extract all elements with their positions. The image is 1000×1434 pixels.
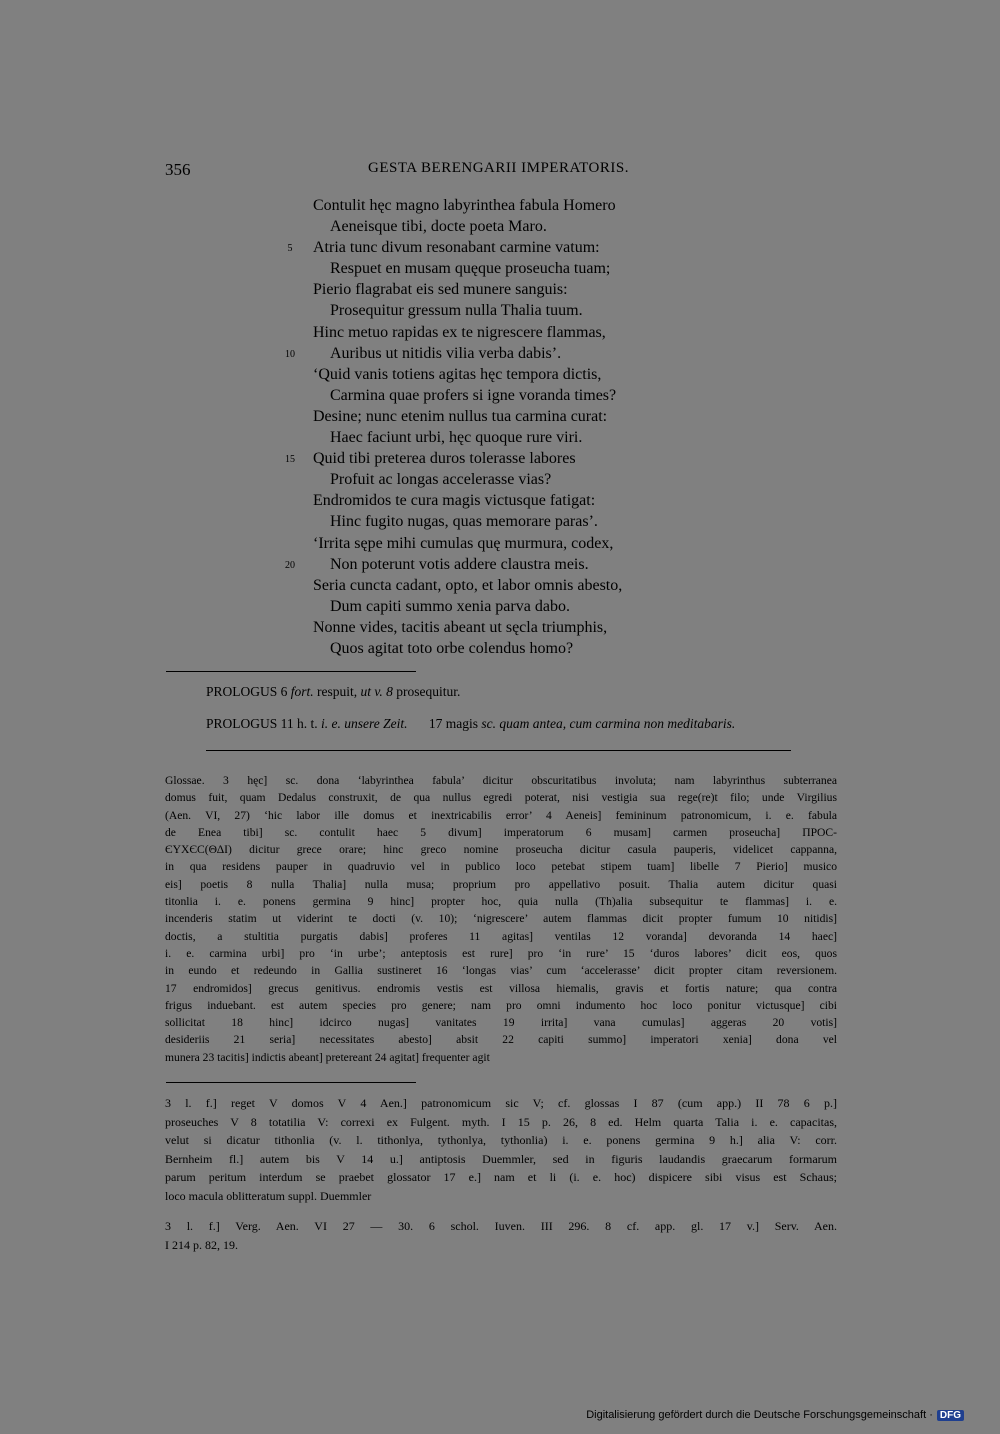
verse-line — [283, 575, 743, 596]
glossae-line: titonlia i. e. ponens germina 9 hinc] propter hoc, quia nulla (Th)alia subsequitur te flammas] i. e. — [165, 895, 837, 909]
glossae-line: incenderis statim ut viderint te docti (v. 10); ‘nigrescere’ autem flammas dicit propter fumum 10 nitidis] — [165, 912, 837, 926]
glossae-line: de Enea tibi] sc. contulit haec 5 divum] imperatorum 6 musam] carmen proseucha] ΠΡΟC- — [165, 825, 837, 839]
source-apparatus — [165, 1217, 837, 1254]
verse-line — [283, 343, 743, 364]
verse-text: Hinc metuo rapidas ex te nigrescere flammas, — [313, 323, 606, 341]
glossae-block — [165, 772, 837, 1066]
glossae-line: sollicitat 18 hinc] idcirco nugas] vanitates 19 irrita] vana cumulas] aggeras 20 votis] — [165, 1016, 837, 1030]
line-number: 15 — [285, 454, 295, 466]
poem-text — [283, 195, 743, 659]
verse-line — [283, 638, 743, 659]
verse-text: Seria cuncta cadant, opto, et labor omnis abesto, — [313, 576, 623, 594]
apparatus-line: 3 l. f.] reget V domos V 4 Aen.] patronomicum sic V; cf. glossas I 87 (cum app.) II 78 6 p.] — [165, 1096, 837, 1110]
verse-line — [283, 406, 743, 427]
verse-line — [283, 511, 743, 532]
verse-text: Desine; nunc etenim nullus tua carmina curat: — [313, 407, 608, 425]
verse-text: Atria tunc divum resonabant carmine vatum: — [313, 239, 600, 257]
line-number: 5 — [287, 243, 293, 255]
verse-line — [283, 279, 743, 300]
verse-line — [283, 533, 743, 554]
verse-text: Prosequitur gressum nulla Thalia tuum. — [330, 302, 583, 320]
verse-line — [283, 596, 743, 617]
glossae-line: (Aen. VI, 27) ‘hic labor ille domus et inextricabilis error’ 4 Aeneis] femininum patronomicum, i. e. fabula — [165, 808, 837, 822]
verse-line — [283, 216, 743, 237]
apparatus-line: Bernheim fl.] autem bis V 14 u.] antiptosis Duemmler, sed in figuris laudandis graecarum formarum — [165, 1151, 837, 1166]
glossae-line: doctis, a stultitia purgatis dabis] proferes 11 agitas] ventilas 12 voranda] devoranda 14 haec] — [165, 929, 837, 943]
verse-line — [283, 300, 743, 321]
glossae-line: frigus induebant. est autem species pro genere; nam pro omni indumento hoc loco ponitur victusque] cibi — [165, 998, 837, 1012]
running-title: GESTA BERENGARII IMPERATORIS. — [368, 160, 629, 176]
glossae-line: domus fuit, quam Dedalus construxit, de qua nullus egredi poterat, nisi vestigia sua rege(re)t filo; unde Virgilius — [165, 791, 837, 805]
verse-text: Contulit hęc magno labyrinthea fabula Homero — [313, 197, 616, 214]
sources-line: 3 l. f.] Verg. Aen. VI 27 — 30. 6 schol. Iuven. III 296. 8 cf. app. gl. 17 v.] Serv. Aen. — [165, 1219, 837, 1233]
apparatus-line: loco macula oblitteratum suppl. Duemmler — [165, 1188, 372, 1203]
apparatus-line: velut si dicatur tithonlia (v. l. tithonlya, tythonlya, tythonlia) i. e. ponens germina 9 h.] alia V: corr. — [165, 1133, 837, 1148]
verse-line — [283, 427, 743, 448]
glossae-line: ЄYXЄC(ΘΔΙ) dicitur grece orare; hinc greco nomine proseucha dicitur casula pauperis, videlicet cappanna, — [165, 843, 837, 857]
verse-text: Carmina quae profers si igne voranda times? — [330, 386, 617, 404]
verse-text: Hinc fugito nugas, quas memorare paras’. — [330, 513, 598, 531]
verse-text: ‘Irrita sępe mihi cumulas quę murmura, codex, — [313, 534, 614, 552]
divider-rule — [166, 671, 416, 672]
glossae-line: 17 endromidos] grecus genitivus. endromis vestis est villosa hiemalis, gravis et fortis nature; qua contra — [165, 981, 837, 995]
line-number: 10 — [285, 348, 295, 360]
verse-text: Haec faciunt urbi, hęc quoque rure viri. — [330, 429, 583, 447]
sources-line: I 214 p. 82, 19. — [165, 1237, 238, 1252]
dfg-logo-icon: DFG — [937, 1410, 964, 1421]
glossae-line: eis] poetis 8 nulla Thalia] nulla musa; proprium pro appellativo posuit. Thalia autem dicitur quasi — [165, 877, 837, 891]
verse-line — [283, 490, 743, 511]
critical-apparatus — [165, 1094, 837, 1206]
glossae-line: munera 23 tacitis] indictis abeant] pretereant 24 agitat] frequenter agit — [165, 1050, 490, 1064]
page-number: 356 — [165, 160, 191, 179]
verse-text: Dum capiti summo xenia parva dabo. — [330, 597, 570, 615]
glossae-line: in qua residens pauper in quadruvio vel in publico loco petebat stipem tuam] libelle 7 Pierio] musico — [165, 860, 837, 874]
verse-text: Non poterunt votis addere claustra meis. — [330, 555, 589, 573]
verse-line — [283, 448, 743, 469]
verse-text: Auribus ut nitidis vilia verba dabis’. — [330, 344, 562, 362]
verse-line — [283, 554, 743, 575]
verse-line — [283, 237, 743, 258]
glossae-line: in eundo et redeundo in Gallia sustineret 16 ‘longas vias’ cum ‘accelerasse’ dicit propter citam reversionem. — [165, 964, 837, 978]
glossae-line: i. e. carmina urbi] pro ‘in urbe’; anteptosis est rure] pro ‘in rure’ 15 ‘duros labores’ dicit eos, quos — [165, 946, 837, 960]
verse-text: Aeneisque tibi, docte poeta Maro. — [330, 218, 547, 236]
verse-text: Endromidos te cura magis victusque fatigat: — [313, 492, 596, 510]
glossae-line: Glossae. 3 hęc] sc. dona ‘labyrinthea fabula’ dicitur obscuritatibus involuta; nam labyrinthus subterranea — [165, 774, 837, 787]
verse-text: Quos agitat toto orbe colendus homo? — [330, 639, 574, 657]
verse-text: Respuet en musam quęque proseucha tuam; — [330, 260, 611, 278]
verse-line — [283, 322, 743, 343]
verse-line — [283, 364, 743, 385]
verse-text: Pierio flagrabat eis sed munere sanguis: — [313, 281, 568, 299]
verse-line — [283, 385, 743, 406]
verse-line — [283, 258, 743, 279]
glossae-line: desideriis 21 seria] necessitates abesto] absit 22 capiti summo] imperatori xenia] dona vel — [165, 1033, 837, 1047]
footer-credit: Digitalisierung gefördert durch die Deutsche Forschungsgemeinschaft · DFG — [586, 1409, 964, 1421]
verse-text: ‘Quid vanis totiens agitas hęc tempora dictis, — [313, 365, 602, 383]
verse-text: Profuit ac longas accelerasse vias? — [330, 471, 552, 489]
apparatus-line: parum peritum interdum se praebet glossator 17 e.] nam et li (i. e. hoc) dispicere sibi visus est Schaus; — [165, 1170, 837, 1185]
verse-line — [283, 469, 743, 490]
verse-text: Nonne vides, tacitis abeant ut sęcla triumphis, — [313, 618, 608, 636]
verse-line — [283, 617, 743, 638]
divider-rule — [166, 1082, 416, 1083]
verse-text: Quid tibi preterea duros tolerasse labores — [313, 450, 576, 468]
prologue-note-2: PROLOGUS 11 h. t. i. e. unsere Zeit. 17 magis sc. quam antea, cum carmina non meditabaris. — [206, 716, 736, 731]
verse-line — [283, 195, 743, 216]
apparatus-line: proseuches V 8 totatilia V: correxi ex Fulgent. myth. I 15 p. 26, 8 ed. Helm quarta Talia i. e. capacitas, — [165, 1114, 837, 1129]
divider-rule — [206, 750, 791, 751]
line-number: 20 — [285, 559, 295, 571]
prologue-note-1: PROLOGUS 6 fort. respuit, ut v. 8 prosequitur. — [206, 684, 461, 699]
